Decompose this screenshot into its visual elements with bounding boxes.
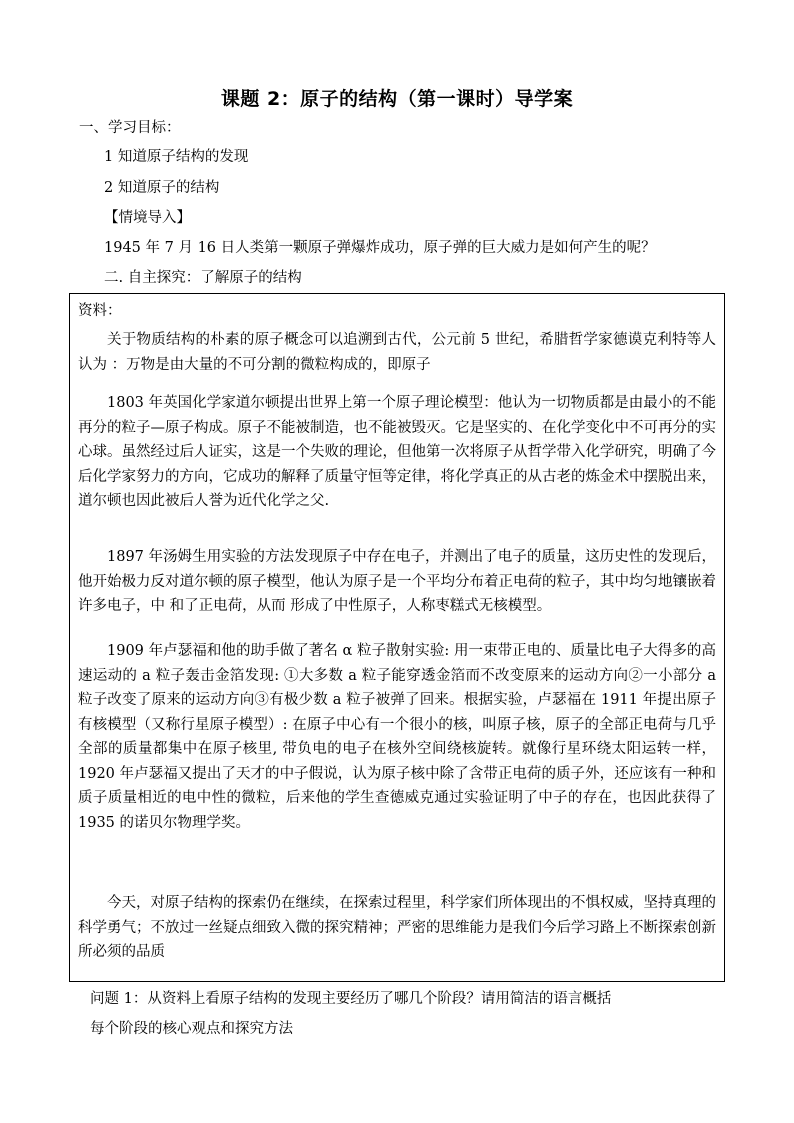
material-label: 资料：: [78, 303, 122, 319]
material-paragraph-1: 关于物质结构的朴素的原子概念可以追溯到古代，公元前 5 世纪，希腊哲学家德谟克利特等人认为 ：万物是由大量的不可分割的微粒构成的，即原子: [78, 332, 716, 373]
section-heading-goals: 一、学习目标：: [79, 120, 181, 136]
material-paragraph-3: 1897 年汤姆生用实验的方法发现原子中存在电子，并测出了电子的质量，这历史性的发现后，他开始极力反对道尔顿的原子模型，他认为原子是一个平均分布着正电荷的粒子，其中均匀地镶嵌着许多电子，中 和了正电荷，从而 形成了中性原子，人称枣糕式无核模型。: [78, 549, 716, 614]
intro-text: 1945 年 7 月 16 日人类第一颗原子弹爆炸成功，原子弹的巨大威力是如何产生的呢？: [104, 240, 656, 256]
question-1-line-2: 每个阶段的核心观点和探究方法: [90, 1021, 293, 1037]
material-paragraph-5: 今天，对原子结构的探索仍在继续，在探索过程里，科学家们所体现出的不惧权威，坚持真理的科学勇气；不放过一丝疑点细致入微的探究精神；严密的思维能力是我们今后学习路上不断探索创新所必须的品质: [78, 895, 716, 960]
material-paragraph-4: 1909 年卢瑟福和他的助手做了著名 α 粒子散射实验: 用一束带正电的、质量比电子大得多的高速运动的 a 粒子轰击金箔发现: ①大多数 a 粒子能穿透金箔而不改变原来的运动方向②一小部分 a 粒子改变了原来的运动方向③有极少数 a 粒子被弹了回来。根据实验，卢瑟福在 1911 年提出原子有核模型（又称行星原子模型）: 在原子中心有一个很小的核，叫原子核，原子的全部正电荷与几乎全部的质量都集中在原子核里, 带负电的电子在核外空间绕核旋转。就像行星环绕太阳运转一样，1920 年卢瑟福又提出了天才的中子假说，认为原子核中除了含带正电荷的质子外，还应该有一种和质子质量相近的电中性的微粒，后来他的学生查德威克通过实验证明了中子的存在，也因此获得了 1935 的诺贝尔物理学奖。: [78, 643, 716, 831]
material-box: [69, 293, 725, 982]
goal-item-2: 2 知道原子的结构: [104, 180, 220, 196]
intro-tag: 【情境导入】: [104, 210, 191, 226]
question-1-line-1: 问题 1：从资料上看原子结构的发现主要经历了哪几个阶段？请用简洁的语言概括: [90, 991, 612, 1007]
page-title: 课题 2：原子的结构（第一课时）导学案: [220, 88, 574, 110]
section-heading-explore: 二. 自主探究：了解原子的结构: [104, 270, 302, 286]
material-paragraph-2: 1803 年英国化学家道尔顿提出世界上第一个原子理论模型：他认为一切物质都是由最小的不能再分的粒子—原子构成。原子不能被制造，也不能被毁灭。它是坚实的、在化学变化中不可再分的实心球。虽然经过后人证实，这是一个失败的理论，但他第一次将原子从哲学带入化学研究，明确了今后化学家努力的方向，它成功的解释了质量守恒等定律，将化学真正的从古老的炼金术中摆脱出来，道尔顿也因此被后人誉为近代化学之父.: [78, 395, 716, 509]
goal-item-1: 1 知道原子结构的发现: [104, 149, 249, 165]
